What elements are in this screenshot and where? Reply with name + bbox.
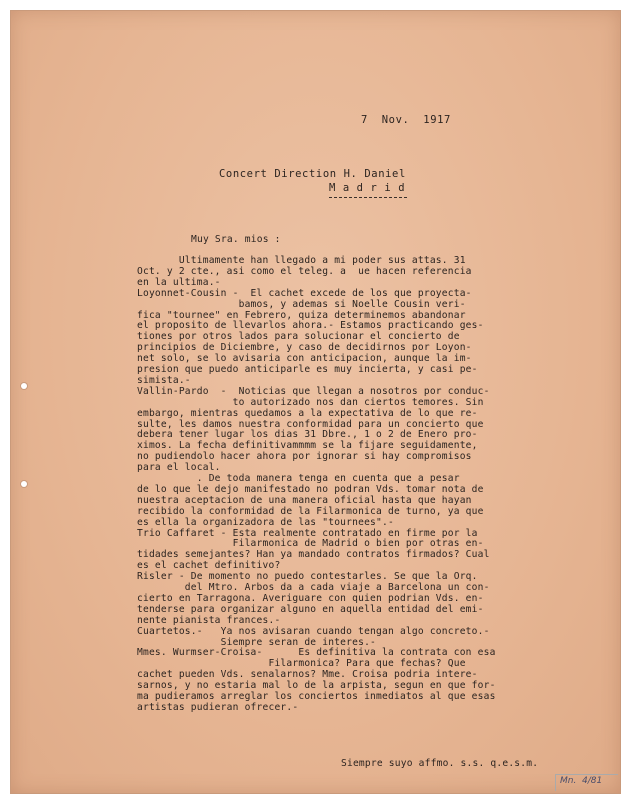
body-line: cierto en Tarragona. Averiguare con quien podrian Vds. en- [137, 592, 484, 604]
body-line: es el cachet definitivo? [137, 560, 281, 572]
body-line: Ultimamente han llegado a mi poder sus attas. 31 [137, 255, 466, 266]
archive-stamp [555, 774, 618, 791]
body-line: sarnos, y no estaria mal lo de la arpista, segun en que for- [137, 680, 496, 692]
body-line: embargo, mientras quedamos a la expectativa de lo que re- [137, 407, 478, 419]
body-line: artistas pudieran ofrecer.- [137, 701, 299, 713]
punch-hole [21, 383, 27, 389]
body-line: de lo que le dejo manifestado no podran Vds. tomar nota de [137, 483, 484, 495]
body-line: del Mtro. Arbos da a cada viaje a Barcelona un con- [137, 582, 490, 593]
body-line: Siempre seran de interes.- [137, 636, 377, 648]
body-line: tenderse para organizar alguno en aquella entidad del emi- [137, 603, 484, 615]
body-line: simista.- [137, 374, 191, 386]
body-line: net solo, se lo avisaria con anticipacion, aunque la im- [137, 353, 472, 365]
body-line: nuestra aceptacion de una manera oficial hasta que hayan [137, 494, 472, 506]
body-line: bamos, y ademas si Noelle Cousin veri- [137, 298, 466, 310]
body-line: Risler - De momento no puedo contestarles. Se que la Orq. [137, 571, 478, 583]
body-line: el proposito de llevarlos ahora.- Estamos practicando ges- [137, 320, 484, 332]
archive-note: Mn. 4/81 [560, 776, 603, 786]
body-line: principios de Diciembre, y caso de decidirnos por Loyon- [137, 342, 472, 354]
body-line: para el local. [137, 462, 221, 474]
body-line: ma pudieramos arreglar los conciertos inmediatos al que esas [137, 691, 496, 702]
letter-date: 7 Nov. 1917 [361, 114, 451, 126]
body-line: Vallin-Pardo - Noticias que llegan a nosotros por conduc- [137, 385, 490, 397]
body-line: tiones por otros lados para solucionar el concierto de [137, 331, 460, 343]
addressee-city: M a d r i d [329, 182, 406, 194]
body-line: debera tener lugar los dias 31 Dbre., 1 o 2 de Enero pro- [137, 429, 478, 441]
body-line: recibido la conformidad de la Filarmonica de turno, ya que [137, 505, 484, 517]
body-line: Filarmonica? Para que fechas? Que [137, 658, 466, 670]
body-line: Trio Caffaret - Esta realmente contratado en firme por la [137, 527, 478, 539]
body-line: no pudiendolo hacer ahora por ignorar si hay compromisos [137, 451, 472, 463]
body-line: Cuartetos.- Ya nos avisaran cuando tengan algo concreto.- [137, 625, 490, 637]
city-underline [329, 197, 407, 198]
body-line: tidades semejantes? Han ya mandado contratos firmados? Cual [137, 549, 490, 561]
body-line: . De toda manera tenga en cuenta que a pesar [137, 473, 460, 484]
body-line: en la ultima.- [137, 276, 221, 288]
body-line: cachet pueden Vds. senalarnos? Mme. Croisa podria intere- [137, 669, 478, 681]
body-line: Filarmonica de Madrid o bien por otras en- [137, 538, 484, 550]
addressee-name: Concert Direction H. Daniel [219, 168, 406, 180]
body-line: presion que puedo anticiparle es muy incierta, y casi pe- [137, 364, 478, 375]
body-line: es ella la organizadora de las "tournees".- [137, 516, 394, 528]
body-line: to autorizado nos dan ciertos temores. Sin [137, 396, 484, 408]
body-line: ximos. La fecha definitivammmm se la fijare seguidamente, [137, 440, 478, 452]
punch-hole [21, 481, 27, 487]
body-line: sulte, les damos nuestra conformidad para un concierto que [137, 418, 484, 430]
body-line: Mmes. Wurmser-Croisa- Es definitiva la contrata con esa [137, 647, 496, 659]
letter-sheet [10, 10, 621, 794]
body-line: Loyonnet-Cousin - El cachet excede de los que proyecta- [137, 287, 472, 299]
body-line: Oct. y 2 cte., asi como el teleg. a ue hacen referencia [137, 265, 472, 277]
body-line: nente pianista frances.- [137, 614, 281, 626]
salutation: Muy Sra. mios : [191, 234, 281, 245]
closing: Siempre suyo affmo. s.s. q.e.s.m. [341, 758, 539, 769]
body-line: fica "tournee" en Febrero, quiza determinemos abandonar [137, 309, 466, 321]
